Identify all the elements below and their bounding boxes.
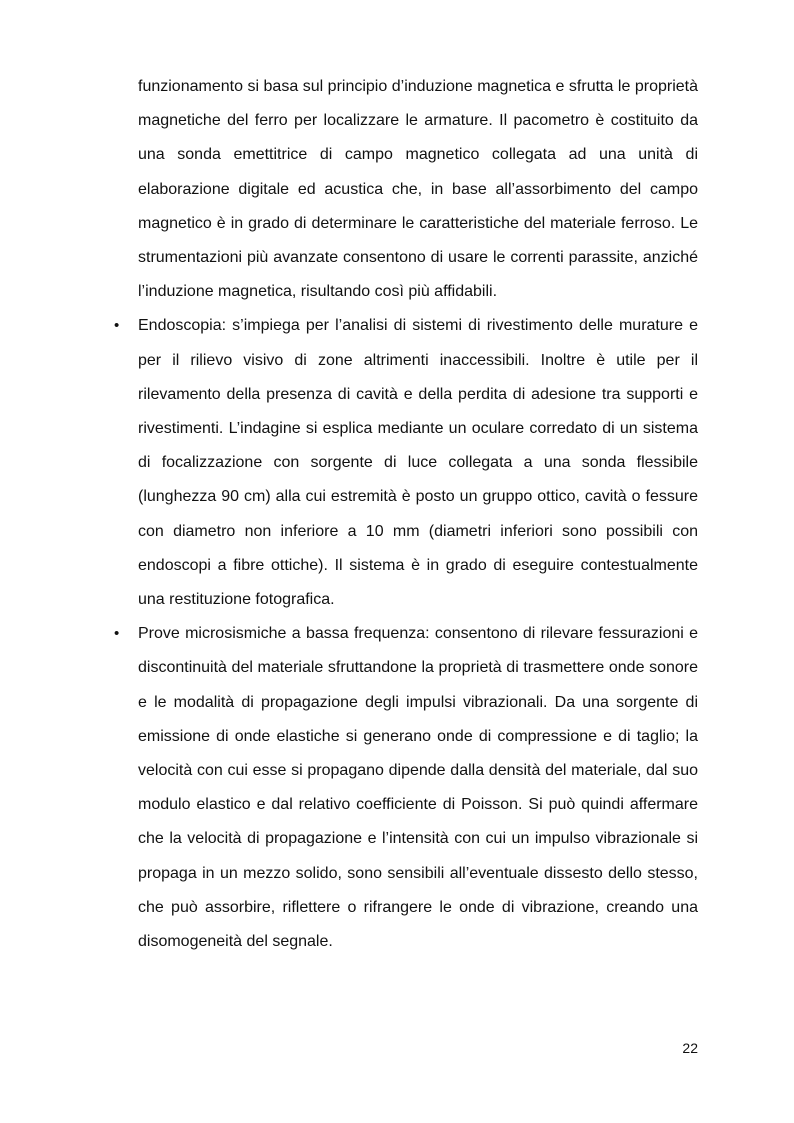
list-item-endoscopia [114, 309, 698, 617]
continuation-paragraph: funzionamento si basa sul principio d’induzione magnetica e sfrutta le proprietà magnetiche del ferro per localizzare le armature. Il pacometro è costituito da una sonda emettitrice di campo magnetico collegata ad una unità di elaborazione digitale ed acustica che, in base all’assorbimento del campo magnetico è in grado di determinare le caratteristiche del materiale ferroso. Le strumentazioni più avanzate consentono di usare le correnti parassite, anziché l’induzione magnetica, risultando così più affidabili. [138, 78, 698, 301]
page-number: 22 [682, 1040, 698, 1056]
list-item-text: Endoscopia: s’impiega per l’analisi di sistemi di rivestimento delle murature e per il rilievo visivo di zone altrimenti inaccessibili. Inoltre è utile per il rilevamento della presenza di cavità e della perdita di adesione tra supporti e rivestimenti. L’indagine si esplica mediante un oculare corredato di un sistema di focalizzazione con sorgente di luce collegata a una sonda flessibile (lunghezza 90 cm) alla cui estremità è posto un gruppo ottico, cavità o fessure con diametro non inferiore a 10 mm (diametri inferiori sono possibili con endoscopi a fibre ottiche). Il sistema è in grado di eseguire contestualmente una restituzione fotografica. [138, 317, 698, 609]
bullet-icon: • [114, 317, 120, 335]
list-item-prove-microsismiche [114, 617, 698, 959]
bullet-icon: • [114, 625, 120, 643]
body-text [114, 70, 698, 959]
list-item-text: Prove microsismiche a bassa frequenza: consentono di rilevare fessurazioni e discontinuità del materiale sfruttandone la proprietà di trasmettere onde sonore e le modalità di propagazione degli impulsi vibrazionali. Da una sorgente di emissione di onde elastiche si generano onde di compressione e di taglio; la velocità con cui esse si propagano dipende dalla densità del materiale, dal suo modulo elastico e dal relativo coefficiente di Poisson. Si può quindi affermare che la velocità di propagazione e l’intensità con cui un impulso vibrazionale si propaga in un mezzo solido, sono sensibili all’eventuale dissesto dello stesso, che può assorbire, riflettere o rifrangere le onde di vibrazione, creando una disomogeneità del segnale. [138, 625, 698, 951]
